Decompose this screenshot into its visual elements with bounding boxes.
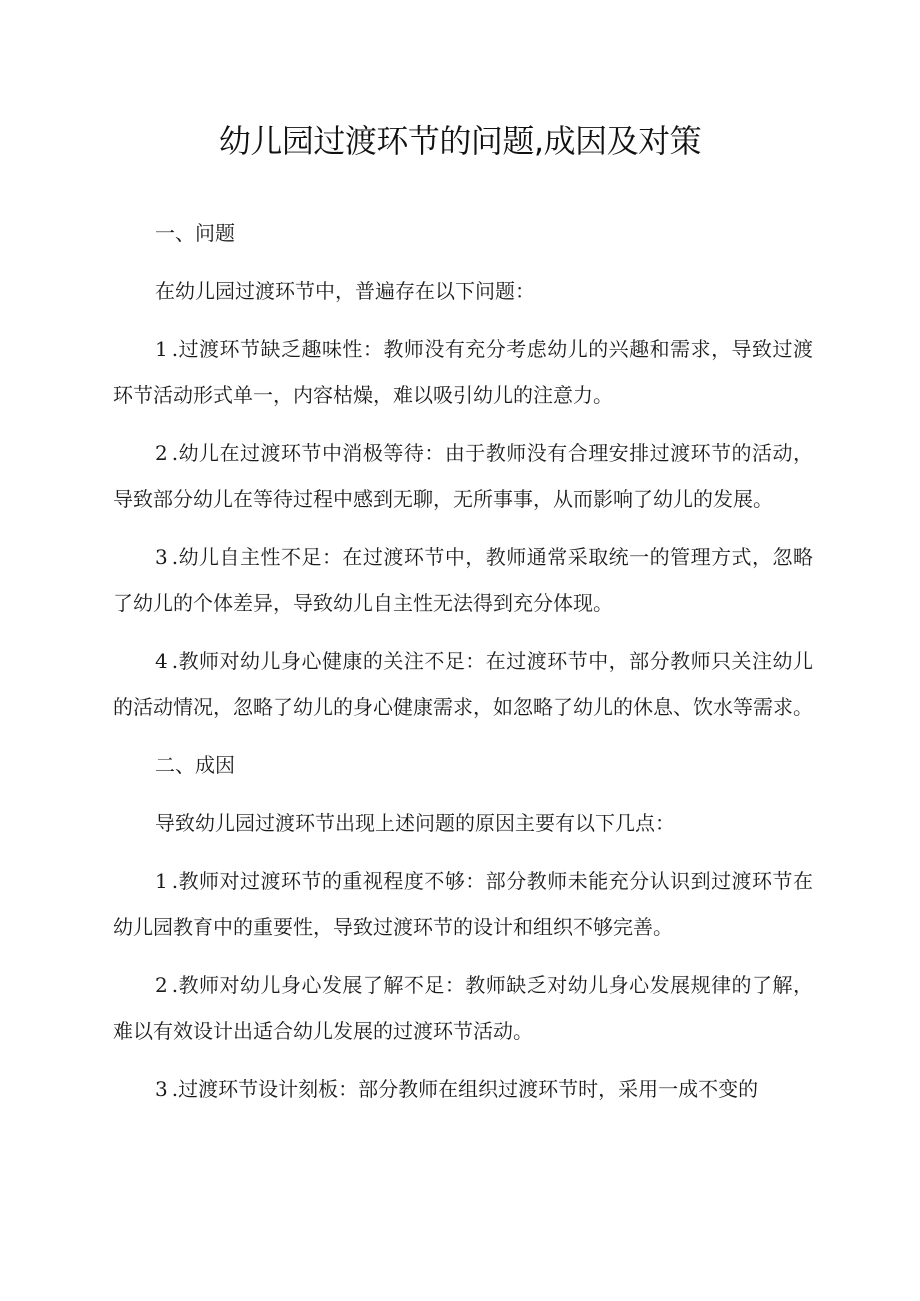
problem-item-3 bbox=[113, 534, 813, 626]
item-number: 2 bbox=[155, 973, 172, 997]
problem-item-4 bbox=[113, 638, 813, 730]
problem-item-2 bbox=[113, 430, 813, 522]
section-heading-causes bbox=[113, 742, 813, 788]
document-title: 幼儿园过渡环节的问题,成因及对策 bbox=[218, 122, 702, 160]
paragraph-text: .教师对幼儿身心发展了解不足：教师缺乏对幼儿身心发展规律的了解，难以有效设计出适合幼儿发展的过渡环节活动。 bbox=[113, 973, 813, 1043]
paragraph-text: .幼儿在过渡环节中消极等待：由于教师没有合理安排过渡环节的活动，导致部分幼儿在等待过程中感到无聊，无所事事，从而影响了幼儿的发展。 bbox=[113, 441, 813, 511]
paragraph-text: 一、问题 bbox=[155, 221, 235, 245]
paragraph-text: 在幼儿园过渡环节中，普遍存在以下问题： bbox=[155, 279, 535, 303]
item-number: 1 bbox=[155, 869, 172, 893]
paragraph-intro-problems bbox=[113, 268, 813, 314]
item-number: 3 bbox=[155, 1077, 172, 1101]
cause-item-1 bbox=[113, 858, 813, 950]
item-number: 4 bbox=[155, 649, 172, 673]
item-number: 2 bbox=[155, 441, 172, 465]
paragraph-text: 导致幼儿园过渡环节出现上述问题的原因主要有以下几点： bbox=[155, 811, 675, 835]
paragraph-intro-causes bbox=[113, 800, 813, 846]
paragraph-text: .过渡环节设计刻板：部分教师在组织过渡环节时，采用一成不变的 bbox=[171, 1077, 759, 1101]
cause-item-2 bbox=[113, 962, 813, 1054]
document-body bbox=[113, 210, 813, 1124]
paragraph-text: .教师对过渡环节的重视程度不够：部分教师未能充分认识到过渡环节在幼儿园教育中的重要性，导致过渡环节的设计和组织不够完善。 bbox=[113, 869, 813, 939]
problem-item-1 bbox=[113, 326, 813, 418]
paragraph-text: .过渡环节缺乏趣味性：教师没有充分考虑幼儿的兴趣和需求，导致过渡环节活动形式单一，内容枯燥，难以吸引幼儿的注意力。 bbox=[113, 337, 813, 407]
cause-item-3 bbox=[113, 1066, 813, 1112]
item-number: 1 bbox=[155, 337, 172, 361]
paragraph-text: .幼儿自主性不足：在过渡环节中，教师通常采取统一的管理方式，忽略了幼儿的个体差异，导致幼儿自主性无法得到充分体现。 bbox=[113, 545, 813, 615]
item-number: 3 bbox=[155, 545, 172, 569]
paragraph-text: 二、成因 bbox=[155, 753, 235, 777]
paragraph-text: .教师对幼儿身心健康的关注不足：在过渡环节中，部分教师只关注幼儿的活动情况，忽略了幼儿的身心健康需求，如忽略了幼儿的休息、饮水等需求。 bbox=[113, 649, 813, 719]
section-heading-problems bbox=[113, 210, 813, 256]
